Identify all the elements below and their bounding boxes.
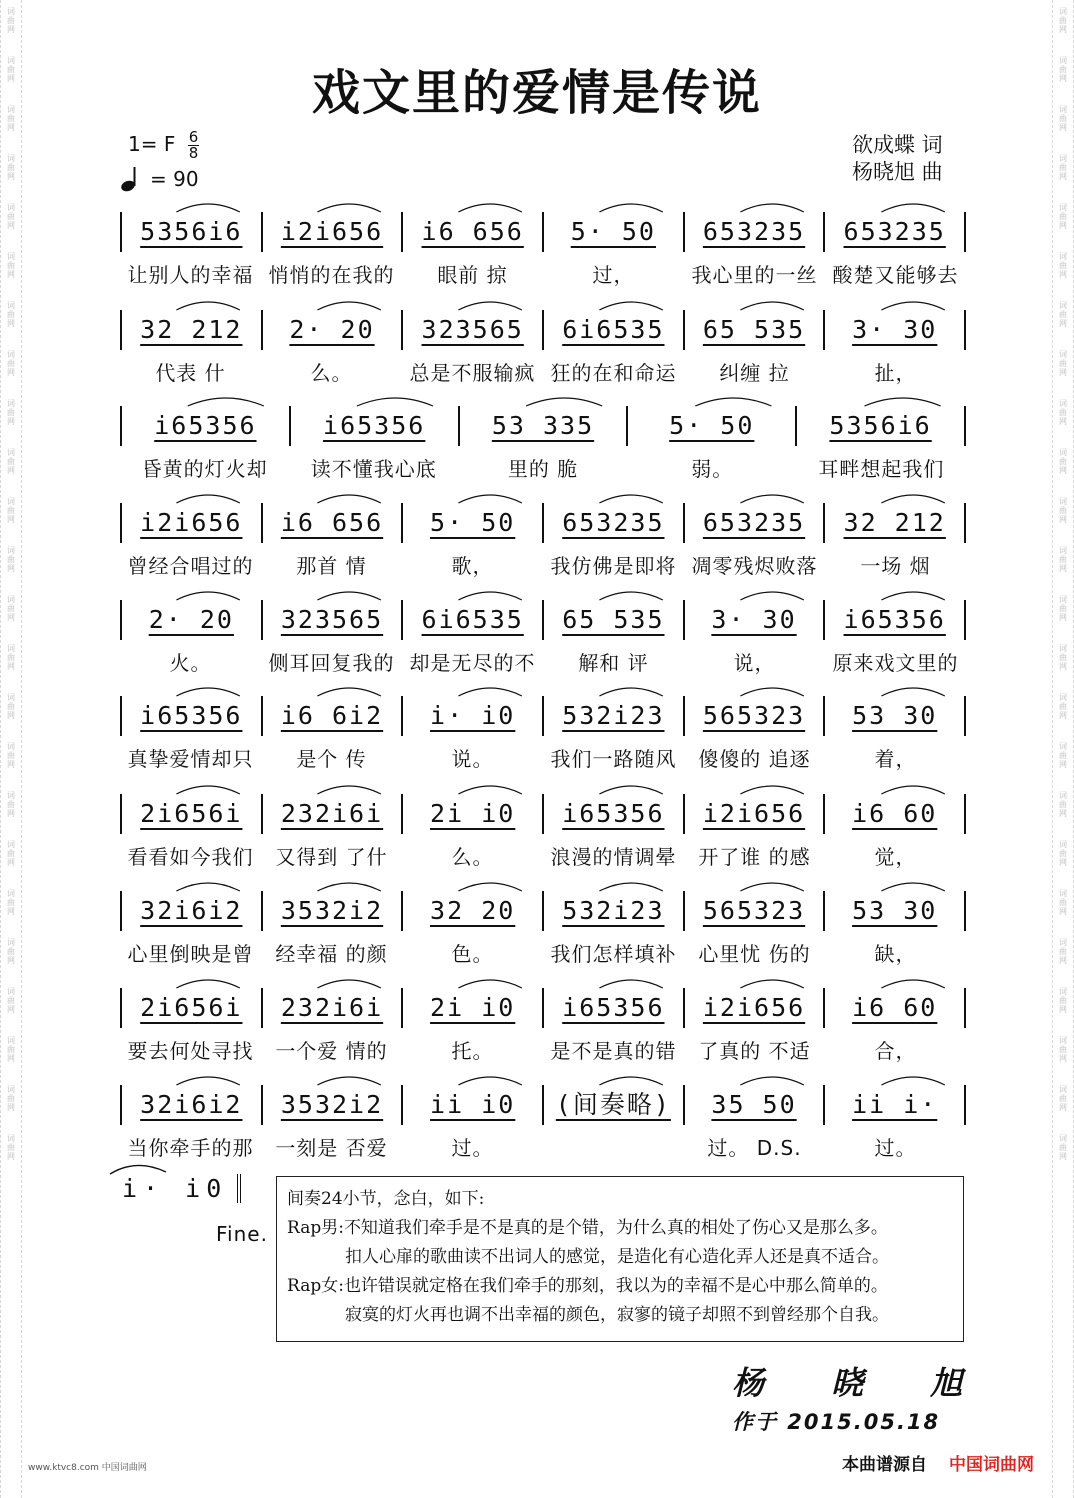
measure: 53 30 [825, 891, 966, 931]
tempo-value: = 90 [150, 167, 199, 191]
measure: i2i656 [120, 503, 263, 543]
lyric-segment: 觉， [874, 844, 917, 869]
footer-brand: 中国词曲网 [949, 1455, 1034, 1475]
watermark-text: 词 曲 网 [7, 693, 15, 720]
watermark-text: 词 曲 网 [7, 448, 15, 475]
measure: i65356 [544, 794, 685, 834]
measure: 5· 50 [628, 406, 797, 446]
notes-row [120, 889, 966, 933]
measure: 532i23 [544, 696, 685, 736]
lyric-segment: 过。 [451, 1135, 494, 1160]
measure: 3· 30 [685, 600, 826, 640]
lyric-segment: 又得到 了什 [275, 844, 388, 869]
lyrics-row [120, 356, 966, 386]
measure: i6 60 [825, 988, 966, 1028]
rap-female-label: Rap女: [287, 1276, 344, 1296]
measure: 65 535 [544, 600, 685, 640]
right-watermark-strip [1052, 0, 1074, 1498]
rap-female-line-2: 寂寞的灯火再也调不出幸福的颜色，寂寥的镜子却照不到曾经那个自我。 [345, 1305, 889, 1325]
watermark-text: 词 曲 网 [7, 889, 15, 916]
measure: i· i0 [403, 696, 544, 736]
measure: 2i i0 [403, 988, 544, 1028]
notes-row [120, 792, 966, 836]
watermark-text: 词 曲 网 [1059, 497, 1067, 524]
measure: 232i6i [263, 794, 404, 834]
notes-row [120, 694, 966, 738]
lyric-segment: 要去何处寻找 [127, 1038, 254, 1063]
fine-label: Fine. [216, 1222, 268, 1246]
watermark-text: 词 曲 网 [1059, 693, 1067, 720]
notes-row [120, 1083, 966, 1127]
watermark-text: 词 曲 网 [7, 105, 15, 132]
key-label: 1= F [128, 132, 176, 156]
watermark-text: 词 曲 网 [1059, 1085, 1067, 1112]
watermark-text: 词 曲 网 [1059, 448, 1067, 475]
lyric-segment: 悄悄的在我的 [268, 262, 395, 287]
measure: i6 6i2 [263, 696, 404, 736]
watermark-text: 词 曲 网 [1059, 105, 1067, 132]
measure: 6i6535 [403, 600, 544, 640]
watermark-text: 词 曲 网 [1059, 889, 1067, 916]
signature-name: 杨 晓 旭 [732, 1364, 991, 1402]
lyric-segment: 么。 [451, 844, 494, 869]
watermark-text: 词 曲 网 [7, 840, 15, 867]
notes-row [120, 986, 966, 1030]
measure: 323565 [403, 310, 544, 350]
watermark-text: 词 曲 网 [1059, 595, 1067, 622]
lyrics-row [120, 937, 966, 967]
rap-female-line-1 [287, 1272, 953, 1301]
notes-row [120, 598, 966, 642]
notes-row [120, 308, 966, 352]
lyric-segment: 浪漫的情调晕 [550, 844, 677, 869]
watermark-text: 词 曲 网 [7, 644, 15, 671]
measure: 2· 20 [120, 600, 263, 640]
measure: i65356 [291, 406, 460, 446]
watermark-text: 词 曲 网 [1059, 791, 1067, 818]
watermark-text: 词 曲 网 [7, 791, 15, 818]
measure: 5· 50 [544, 212, 685, 252]
measure: 32 212 [825, 503, 966, 543]
lyric-segment: 说， [733, 650, 776, 675]
lyric-segment: 心里忧 伤的 [698, 941, 811, 966]
watermark-text: 词 曲 网 [1059, 546, 1067, 573]
measure: 65 535 [685, 310, 826, 350]
measure: i6 656 [263, 503, 404, 543]
lyric-segment: 侧耳回复我的 [268, 650, 395, 675]
measure: i2i656 [685, 988, 826, 1028]
lyric-segment: 原来戏文里的 [832, 650, 959, 675]
tempo-marking [120, 166, 199, 192]
watermark-text: 词 曲 网 [7, 546, 15, 573]
lyricist-credit: 欲成蝶 词 [852, 133, 943, 157]
watermark-text: 词 曲 网 [1059, 938, 1067, 965]
ending-block [104, 1164, 268, 1254]
lyric-segment: 色。 [451, 941, 494, 966]
score-system [120, 889, 966, 981]
quarter-note-icon [120, 166, 142, 192]
lyric-segment: 读不懂我心底 [310, 456, 437, 481]
rap-female-text-1: 也许错误就定格在我们牵手的那刻，我以为的幸福不是心中那么简单的。 [343, 1276, 888, 1296]
lyric-segment: 狂的在和命运 [550, 360, 677, 385]
score-system [120, 308, 966, 400]
time-top: 6 [188, 128, 199, 146]
measure: i65356 [544, 988, 685, 1028]
watermark-text: 词 曲 网 [7, 938, 15, 965]
lyric-segment: 说。 [451, 746, 494, 771]
lyric-segment: 是个 传 [296, 746, 367, 771]
lyric-segment: 代表 什 [155, 360, 226, 385]
time-signature [188, 130, 200, 161]
lyric-segment: 却是无尽的不 [409, 650, 536, 675]
lyric-segment: 耳畔想起我们 [818, 456, 945, 481]
measure: 565323 [685, 891, 826, 931]
measure: 32 20 [403, 891, 544, 931]
score-system [120, 501, 966, 593]
lyric-segment: 看看如今我们 [127, 844, 254, 869]
measure: 53 335 [460, 406, 629, 446]
watermark-text: 词 曲 网 [7, 595, 15, 622]
interlude-box [276, 1176, 964, 1342]
score-system [120, 404, 966, 496]
rap-male-text-1: 不知道我们牵手是不是真的是个错，为什么真的相处了伤心又是那么多。 [343, 1218, 888, 1238]
ending-slur [106, 1158, 256, 1178]
lyric-segment: 眼前 掠 [437, 262, 508, 287]
key-signature [128, 130, 199, 161]
watermark-text: 词 曲 网 [1059, 742, 1067, 769]
watermark-text: 词 曲 网 [1059, 350, 1067, 377]
measure: i65356 [120, 406, 291, 446]
lyric-segment: 心里倒映是曾 [127, 941, 254, 966]
lyric-segment: 真挚爱情却只 [127, 746, 254, 771]
measure: 35 50 [685, 1085, 826, 1125]
measure: 6i6535 [544, 310, 685, 350]
lyric-segment: 合， [874, 1038, 917, 1063]
lyric-segment: 一刻是 否爱 [275, 1135, 388, 1160]
watermark-text: 词 曲 网 [7, 742, 15, 769]
measure: 53 30 [825, 696, 966, 736]
lyric-segment: 纠缠 拉 [719, 360, 790, 385]
ending-notes: i· i0 [122, 1174, 241, 1203]
lyric-segment: 总是不服输疯 [409, 360, 536, 385]
watermark-text: 词 曲 网 [7, 56, 15, 83]
rap-male-line-1 [287, 1214, 953, 1243]
watermark-text: 词 曲 网 [7, 154, 15, 181]
credits [852, 132, 943, 186]
lyric-segment: 当你牵手的那 [127, 1135, 254, 1160]
lyric-segment: 了真的 不适 [698, 1038, 811, 1063]
footer-url: www.ktvc8.com 中国词曲网 [28, 1463, 147, 1473]
measure: 653235 [544, 503, 685, 543]
rap-male-label: Rap男: [287, 1218, 344, 1238]
lyric-segment: 曾经合唱过的 [127, 553, 254, 578]
lyrics-row [120, 646, 966, 676]
measure: i6 60 [825, 794, 966, 834]
measure: 3· 30 [825, 310, 966, 350]
watermark-text: 词 曲 网 [7, 1134, 15, 1161]
measure: 32i6i2 [120, 891, 263, 931]
lyric-segment: 昏黄的灯火却 [141, 456, 268, 481]
lyric-segment: 解和 评 [578, 650, 649, 675]
measure: i2i656 [263, 212, 404, 252]
measure: i6 656 [403, 212, 544, 252]
lyric-segment: 我们一路随风 [550, 746, 677, 771]
measure: ii i· [825, 1085, 966, 1125]
lyric-segment: 么。 [310, 360, 353, 385]
watermark-text: 词 曲 网 [7, 301, 15, 328]
lyric-segment: 弱。 [691, 456, 734, 481]
measure: i2i656 [685, 794, 826, 834]
measure: 565323 [685, 696, 826, 736]
rap-male-line-2: 扣人心扉的歌曲读不出词人的感觉，是造化有心造化弄人还是真不适合。 [345, 1247, 889, 1267]
watermark-text: 词 曲 网 [7, 252, 15, 279]
measure: 3532i2 [263, 891, 404, 931]
lyrics-row [120, 1034, 966, 1064]
watermark-text: 词 曲 网 [1059, 399, 1067, 426]
score-system [120, 598, 966, 690]
watermark-text: 词 曲 网 [7, 987, 15, 1014]
measure: 2i656i [120, 794, 263, 834]
watermark-text: 词 曲 网 [7, 203, 15, 230]
footer-source-text: 本曲谱源自 [842, 1455, 927, 1475]
lyric-segment: 我仿佛是即将 [550, 553, 677, 578]
time-bottom: 8 [188, 144, 199, 162]
score-system [120, 792, 966, 884]
watermark-text: 词 曲 网 [7, 399, 15, 426]
measure: 2· 20 [263, 310, 404, 350]
lyric-segment: 火。 [169, 650, 212, 675]
lyric-segment: 我心里的一丝 [691, 262, 818, 287]
interlude-intro: 间奏24小节，念白，如下: [287, 1189, 485, 1209]
watermark-text: 词 曲 网 [1059, 203, 1067, 230]
lyrics-row [120, 452, 966, 482]
score-system [120, 694, 966, 786]
measure: 653235 [825, 212, 966, 252]
composer-credit: 杨晓旭 曲 [852, 160, 943, 184]
lyrics-row [120, 742, 966, 772]
measure: 2i i0 [403, 794, 544, 834]
watermark-text: 词 曲 网 [1059, 840, 1067, 867]
lyric-segment: 一个爱 情的 [275, 1038, 388, 1063]
measure: 32i6i2 [120, 1085, 263, 1125]
left-watermark-strip [0, 0, 22, 1498]
measure: 5356i6 [797, 406, 966, 446]
watermark-text: 词 曲 网 [1059, 987, 1067, 1014]
measure: ii i0 [403, 1085, 544, 1125]
footer-source [842, 1450, 1034, 1475]
measure: 323565 [263, 600, 404, 640]
watermark-text: 词 曲 网 [1059, 301, 1067, 328]
lyric-segment: 开了谁 的感 [698, 844, 811, 869]
watermark-text: 词 曲 网 [1059, 1134, 1067, 1161]
measure: 232i6i [263, 988, 404, 1028]
lyric-segment: 酸楚又能够去 [832, 262, 959, 287]
lyric-segment: 里的 脆 [507, 456, 579, 481]
lyric-segment: 经幸福 的颜 [275, 941, 388, 966]
lyric-segment: 过， [592, 262, 635, 287]
measure: i65356 [825, 600, 966, 640]
measure: 32 212 [120, 310, 263, 350]
watermark-text: 词 曲 网 [1059, 154, 1067, 181]
lyric-segment: 着， [874, 746, 917, 771]
measure: i65356 [120, 696, 263, 736]
lyric-segment: 一场 烟 [860, 553, 931, 578]
watermark-text: 词 曲 网 [1059, 56, 1067, 83]
lyric-segment: 缺， [874, 941, 917, 966]
notes-row [120, 501, 966, 545]
signature-date: 作于 2015.05.18 [732, 1410, 941, 1434]
lyric-segment: 我们怎样填补 [550, 941, 677, 966]
watermark-text: 词 曲 网 [1059, 1036, 1067, 1063]
song-title: 戏文里的爱情是传说 [311, 65, 762, 121]
measure: 5· 50 [403, 503, 544, 543]
notes-row [120, 404, 966, 448]
watermark-text: 词 曲 网 [7, 1036, 15, 1063]
measure: 653235 [685, 212, 826, 252]
measure: (间奏略) [544, 1085, 685, 1125]
lyric-segment: 让别人的幸福 [127, 262, 254, 287]
lyric-segment: 那首 情 [296, 553, 367, 578]
measure: 5356i6 [120, 212, 263, 252]
lyric-segment: 过。 [874, 1135, 917, 1160]
measure: 3532i2 [263, 1085, 404, 1125]
lyric-segment: 凋零残烬败落 [691, 553, 818, 578]
lyrics-row [120, 549, 966, 579]
lyric-segment: 歌， [451, 553, 494, 578]
watermark-text: 词 曲 网 [7, 1085, 15, 1112]
lyric-segment: 扯， [874, 360, 917, 385]
score-system [120, 210, 966, 302]
lyrics-row [120, 1131, 966, 1161]
lyrics-row [120, 840, 966, 870]
watermark-text: 词 曲 网 [7, 7, 15, 34]
score-system [120, 986, 966, 1078]
lyric-segment: 托。 [451, 1038, 494, 1063]
measure: 2i656i [120, 988, 263, 1028]
watermark-text: 词 曲 网 [1059, 644, 1067, 671]
lyric-segment: 过。 D.S. [707, 1135, 802, 1160]
watermark-text: 词 曲 网 [1059, 252, 1067, 279]
measure: 653235 [685, 503, 826, 543]
lyric-segment: 傻傻的 追逐 [698, 746, 811, 771]
lyric-segment: 是不是真的错 [550, 1038, 677, 1063]
watermark-text: 词 曲 网 [7, 497, 15, 524]
notes-row [120, 210, 966, 254]
lyrics-row [120, 258, 966, 288]
watermark-text: 词 曲 网 [7, 350, 15, 377]
watermark-text: 词 曲 网 [1059, 7, 1067, 34]
measure: 532i23 [544, 891, 685, 931]
